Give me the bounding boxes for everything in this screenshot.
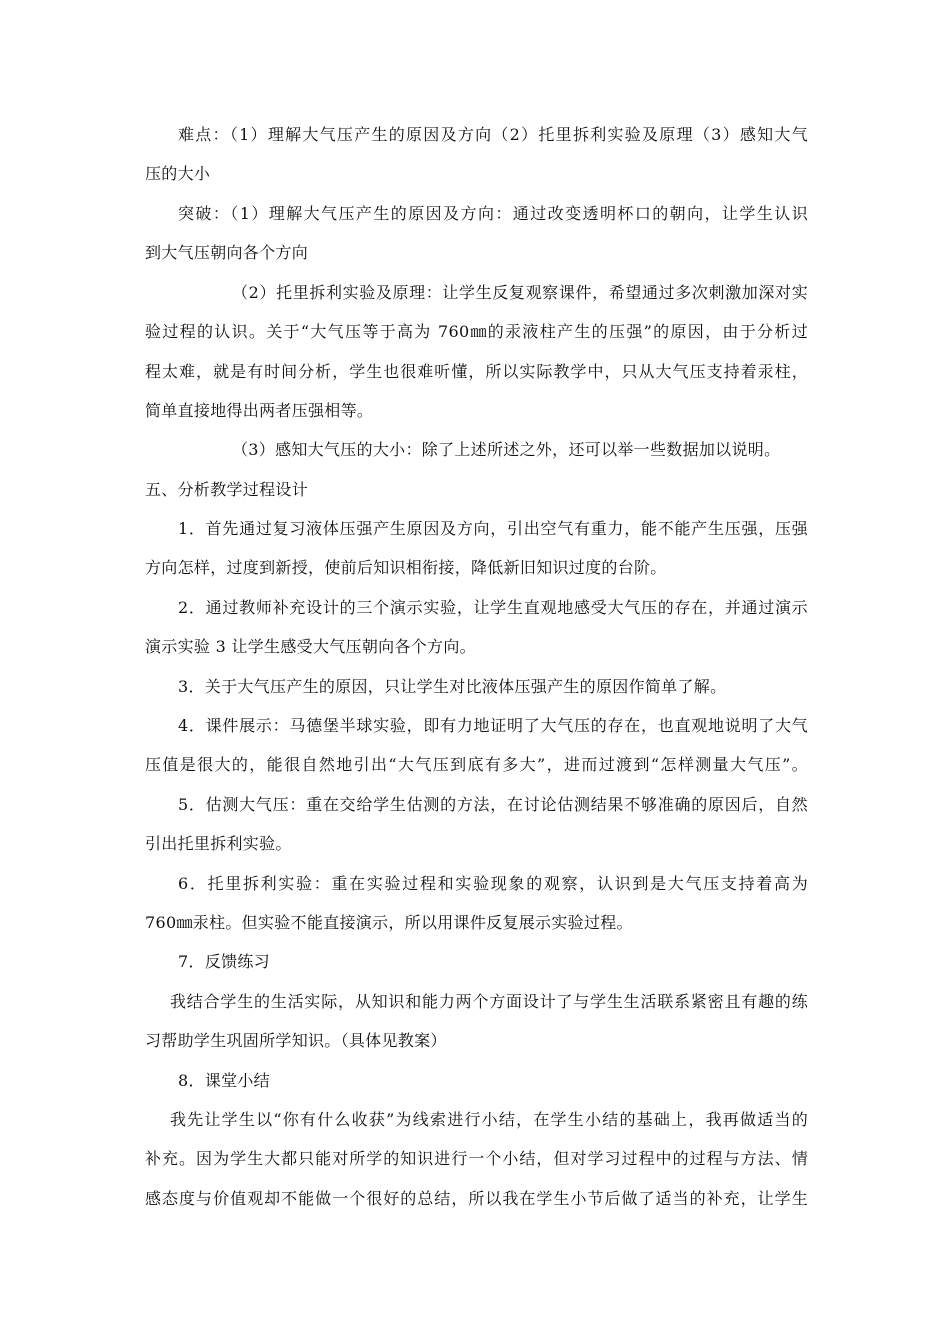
paragraph-line: 习帮助学生巩固所学知识。（具体见教案） [145, 1031, 447, 1050]
paragraph-line: 验过程的认识。关于“大气压等于高为 760㎜的汞液柱产生的压强”的原因，由于分析过 [145, 322, 808, 341]
section-heading: 五、分析教学过程设计 [145, 480, 309, 499]
paragraph-line: 突破：（1）理解大气压产生的原因及方向：通过改变透明杯口的朝向，让学生认识 [178, 204, 808, 223]
paragraph-line: 压值是很大的，能很自然地引出“大气压到底有多大”，进而过渡到“怎样测量大气压”。 [145, 755, 808, 774]
paragraph-line: 程太难，就是有时间分析，学生也很难听懂，所以实际教学中，只从大气压支持着汞柱， [145, 362, 808, 381]
paragraph-line: 方向怎样，过度到新授，使前后知识相衔接，降低新旧知识过度的台阶。 [145, 558, 667, 577]
paragraph-line: （2）托里拆利实验及原理：让学生反复观察课件，希望通过多次刺激加深对实 [232, 283, 808, 302]
paragraph-line: 压的大小 [145, 164, 211, 183]
paragraph-line: 演示实验 3 让学生感受大气压朝向各个方向。 [145, 637, 476, 656]
paragraph-line: 我先让学生以“你有什么收获”为线索进行小结，在学生小结的基础上，我再做适当的 [170, 1110, 808, 1129]
paragraph-line: 补充。因为学生大都只能对所学的知识进行一个小结，但对学习过程中的过程与方法、情 [145, 1149, 808, 1168]
paragraph-line: 我结合学生的生活实际，从知识和能力两个方面设计了与学生生活联系紧密且有趣的练 [170, 992, 808, 1011]
list-item: 6．托里拆利实验：重在实验过程和实验现象的观察，认识到是大气压支持着高为 [178, 874, 808, 893]
list-item: 4．课件展示：马德堡半球实验，即有力地证明了大气压的存在，也直观地说明了大气 [178, 716, 808, 735]
paragraph-line: 到大气压朝向各个方向 [145, 243, 309, 262]
paragraph-line: 引出托里拆利实验。 [145, 834, 292, 853]
paragraph-line: 感态度与价值观却不能做一个很好的总结，所以我在学生小节后做了适当的补充，让学生 [145, 1189, 808, 1208]
paragraph-line: 760㎜汞柱。但实验不能直接演示，所以用课件反复展示实验过程。 [145, 913, 633, 932]
paragraph-line: 难点：（1）理解大气压产生的原因及方向（2）托里拆利实验及原理（3）感知大气 [178, 125, 808, 144]
list-item: 5．估测大气压：重在交给学生估测的方法，在讨论估测结果不够准确的原因后，自然 [178, 795, 808, 814]
list-item: 3．关于大气压产生的原因，只让学生对比液体压强产生的原因作简单了解。 [178, 677, 727, 696]
paragraph-line: （3）感知大气压的大小：除了上述所述之外，还可以举一些数据加以说明。 [232, 440, 781, 459]
list-item: 8．课堂小结 [178, 1071, 270, 1090]
paragraph-line: 简单直接地得出两者压强相等。 [145, 401, 374, 420]
list-item: 1．首先通过复习液体压强产生原因及方向，引出空气有重力，能不能产生压强，压强 [178, 519, 808, 538]
list-item: 2．通过教师补充设计的三个演示实验，让学生直观地感受大气压的存在，并通过演示 [178, 598, 808, 617]
list-item: 7．反馈练习 [178, 952, 270, 971]
